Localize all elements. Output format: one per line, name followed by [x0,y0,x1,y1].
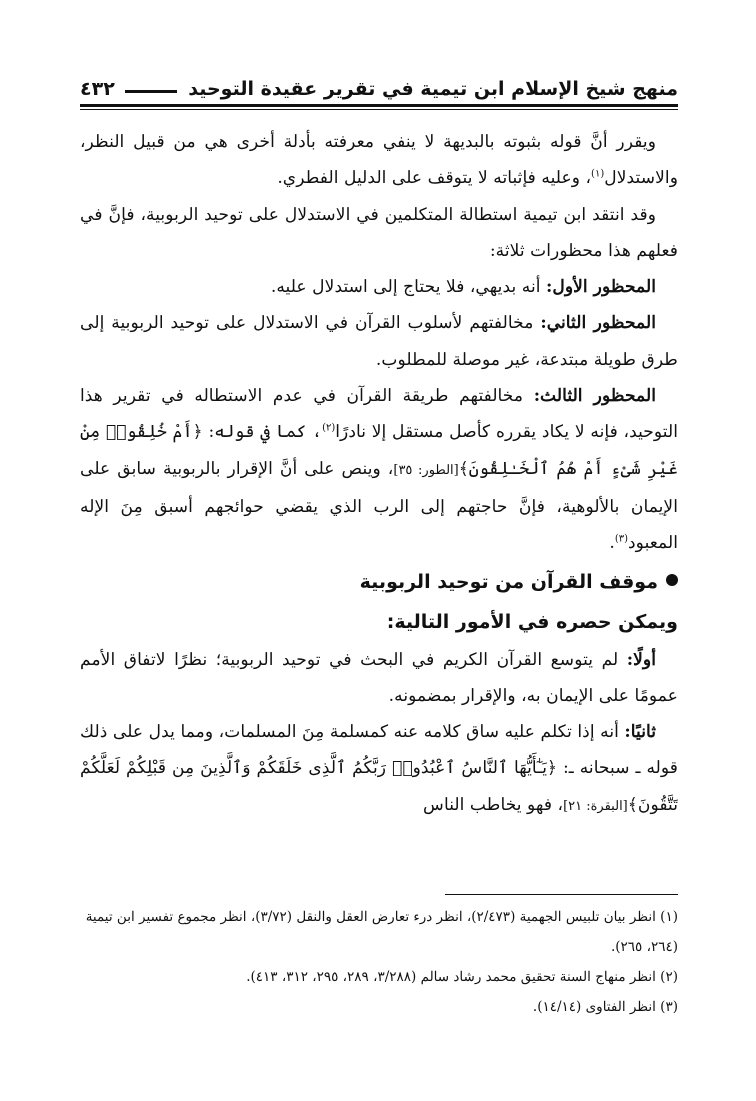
running-title: منهج شيخ الإسلام ابن تيمية في تقرير عقيدة التوحيد [188,78,678,100]
footnote-3: (٣) انظر الفتاوى (١٤/١٤). [532,999,678,1015]
page-header [80,72,678,102]
page-number: ٤٣٢ [80,78,115,100]
bullet-icon [666,574,678,586]
verse-reference-tur: [الطور: ٣٥] [393,462,459,478]
section-subheading: ويمكن حصره في الأمور التالية: [386,610,678,633]
term-second-prohibition: المحظور الثاني: [540,313,656,334]
page-number-rule [125,90,177,93]
footnote-separator [445,894,678,895]
term-third-prohibition: المحظور الثالث: [533,386,656,407]
page-number-block [80,76,177,102]
paragraph-third-prohibition: المحظور الثالث: مخالفتهم طريقة القرآن في عدم الاستطاله في تقرير هذا التوحيد، فإنه لا يكاد يقرره كأصل مستقل إلا نادرًا$^{(٢)}$، كما في قوله: ﴿أَمْ خُلِقُوا۟ مِنْ غَيْرِ شَىْءٍ أَمْ هُمُ ٱلْخَـٰلِقُونَ﴾[الطور: ٣٥]، وينص على أنَّ الإقرار بالربوبية سابق على الإيمان بالألوهية، فإنَّ حاجتهم إلى الرب الذي يقضي حوائجهم أسبق مِنَ الإله المعبود$^{(٣)}$. [80,386,678,554]
term-first-point: أولًا: [626,649,656,670]
footnote-2: (٢) انظر منهاج السنة تحقيق محمد رشاد سالم (٣/٢٨٨، ٢٨٩، ٢٩٥، ٣١٢، ٤١٣). [246,969,678,985]
paragraph-first-point: أولًا: لم يتوسع القرآن الكريم في البحث في توحيد الربوبية؛ نظرًا لاتفاق الأمم عمومًا على الإيمان به، والإقرار بمضمونه. [80,649,678,706]
paragraph-2: وقد انتقد ابن تيمية استطالة المتكلمين في الاستدلال على توحيد الربوبية، فإنَّ في فعلهم هذا محظورات ثلاثة: [80,204,678,261]
paragraph-first-prohibition: المحظور الأول: أنه بديهي، فلا يحتاج إلى استدلال عليه. [270,277,656,298]
quran-verse-baqarah: ﴿يَـٰٓأَيُّهَا ٱلنَّاسُ ٱعْبُدُوا۟ رَبَّكُمُ ٱلَّذِى خَلَقَكُمْ وَٱلَّذِينَ مِن قَبْلِكُمْ لَعَلَّكُمْ تَتَّقُونَ﴾ [80,758,678,815]
section-heading: موقف القرآن من توحيد الربوبية [80,562,678,602]
footnote-ref-3: (٣) [614,533,629,545]
footnote-ref-1: (١) [591,168,605,180]
header-rule-thick [80,104,678,107]
header-rule-thin [80,109,678,110]
main-text [80,124,678,876]
verse-reference-baqarah: [البقرة: ٢١] [563,798,628,814]
quran-verse-tur: ﴿أَمْ خُلِقُوا۟ مِنْ غَيْرِ شَىْءٍ أَمْ هُمُ ٱلْخَـٰلِقُونَ﴾ [80,422,678,479]
term-first-prohibition: المحظور الأول: [545,277,656,298]
footnote-1: (١) انظر بيان تلبيس الجهمية (٢/٤٧٣)، انظر درء تعارض العقل والنقل (٣/٧٢)، انظر مجموع تفسير ابن تيمية (٢٦٤، ٢٦٥). [85,909,678,955]
paragraph-1: ويقرر أنَّ قوله بثبوته بالبديهة لا ينفي معرفته بأدلة أخرى هي من قبيل النظر، والاستدلال$^{(١)}$، وعليه فإثباته لا يتوقف على الدليل الفطري. [80,132,678,189]
paragraph-second-prohibition: المحظور الثاني: مخالفتهم لأسلوب القرآن في الاستدلال على توحيد الربوبية إلى طرق طويلة مبتدعة، غير موصلة للمطلوب. [80,313,678,370]
term-second-point: ثانيًا: [624,722,656,743]
footnote-ref-2: (٢) [322,422,336,434]
footnotes [80,902,678,1022]
paragraph-second-point: ثانيًا: أنه إذا تكلم عليه ساق كلامه عنه كمسلمة مِنَ المسلمات، ومما يدل على ذلك قوله ـ سبحانه ـ: ﴿يَـٰٓأَيُّهَا ٱلنَّاسُ ٱعْبُدُوا۟ رَبَّكُمُ ٱلَّذِى خَلَقَكُمْ وَٱلَّذِينَ مِن قَبْلِكُمْ لَعَلَّكُمْ تَتَّقُونَ﴾[البقرة: ٢١]، فهو يخاطب الناس [80,722,678,815]
